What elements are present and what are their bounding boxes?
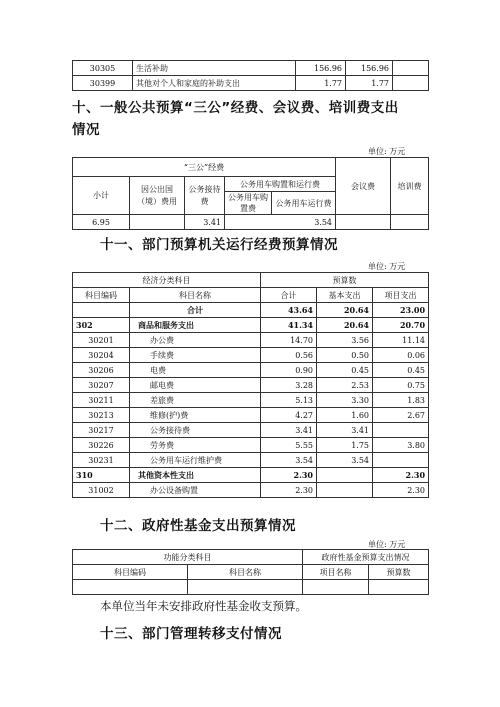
header-func: 功能分类科目 [73, 550, 303, 565]
row-project: 1.83 [373, 393, 429, 408]
row-code: 30305 [73, 61, 133, 76]
header-total: 合计 [261, 288, 317, 303]
value-vehicle-run: 3.54 [225, 215, 336, 230]
table-row [73, 303, 429, 318]
header-training: 培训费 [391, 158, 429, 215]
header-sangong: “三公”经费 [73, 158, 336, 177]
section11-title: 十一、部门预算机关运行经费预算情况 [100, 237, 338, 253]
row-basic: 3.41 [317, 423, 373, 438]
header-amount: 预算数 [369, 565, 429, 580]
value-meeting [336, 215, 391, 230]
row-project: 0.75 [373, 378, 429, 393]
table-row [73, 378, 429, 393]
row-name: 合计 [130, 303, 261, 318]
operating-fund-rows [73, 303, 429, 498]
row-name: 其他资本性支出 [130, 468, 261, 483]
header-proj-name: 项目名称 [303, 565, 369, 580]
row-total: 2.30 [261, 483, 317, 498]
table-row [73, 318, 429, 333]
row-name: 维修(护)费 [130, 408, 261, 423]
table-row [73, 215, 429, 230]
row-total: 2.30 [261, 468, 317, 483]
row-name: 办公设备购置 [130, 483, 261, 498]
row-total: 5.13 [261, 393, 317, 408]
row-code: 30217 [73, 423, 130, 438]
row-code: 310 [73, 468, 130, 483]
table-row [73, 438, 429, 453]
row-name: 劳务费 [130, 438, 261, 453]
header-project: 项目支出 [373, 288, 429, 303]
header-basic: 基本支出 [317, 288, 373, 303]
row-code: 30201 [73, 333, 130, 348]
top-table [72, 60, 429, 91]
row-value: 156.96 [346, 61, 393, 76]
row-basic: 20.64 [317, 303, 373, 318]
table-row [73, 483, 429, 498]
row-total: 0.56 [261, 348, 317, 363]
row-total: 41.34 [261, 318, 317, 333]
row-project: 3.80 [373, 438, 429, 453]
row-basic: 1.75 [317, 438, 373, 453]
header-meeting: 会议费 [336, 158, 391, 215]
row-code [73, 303, 130, 318]
row-code: 30204 [73, 348, 130, 363]
row-name: 办公费 [130, 333, 261, 348]
row-total: 3.28 [261, 378, 317, 393]
row-basic: 0.50 [317, 348, 373, 363]
row-value: 1.77 [296, 76, 346, 91]
row-code: 302 [73, 318, 130, 333]
table-row [73, 61, 429, 76]
header-vehicle-group: 公务用车购置和运行费 [225, 177, 336, 192]
row-project: 0.45 [373, 363, 429, 378]
row-project: 2.30 [373, 483, 429, 498]
section12-title: 十二、政府性基金支出预算情况 [100, 518, 296, 534]
row-project: 11.14 [373, 333, 429, 348]
row-total: 3.54 [261, 453, 317, 468]
row-basic: 3.30 [317, 393, 373, 408]
section11-unit: 单位: 万元 [368, 262, 406, 271]
row-total: 4.27 [261, 408, 317, 423]
table-row [73, 348, 429, 363]
table-row [73, 468, 429, 483]
row-value [393, 76, 429, 91]
row-code: 30213 [73, 408, 130, 423]
operating-fund-table [72, 272, 429, 498]
table-row [73, 393, 429, 408]
header-reception: 公务接待费 [185, 177, 225, 215]
section12-note: 本单位当年未安排政府性基金收支预算。 [100, 599, 307, 613]
row-value: 156.96 [296, 61, 346, 76]
header-name: 科目名称 [188, 565, 303, 580]
value-subtotal: 6.95 [73, 215, 130, 230]
row-basic [317, 468, 373, 483]
row-basic: 20.64 [317, 318, 373, 333]
header-fund: 政府性基金预算支出情况 [303, 550, 429, 565]
value-training [391, 215, 429, 230]
row-project [373, 423, 429, 438]
row-project: 2.30 [373, 468, 429, 483]
table-row [73, 453, 429, 468]
row-total: 0.90 [261, 363, 317, 378]
section13-title: 十三、部门管理转移支付情况 [100, 626, 282, 642]
header-budget: 预算数 [261, 273, 429, 288]
section10-heading [72, 99, 432, 139]
section10-title-line2: 情况 [72, 122, 100, 138]
header-code: 科目编码 [73, 565, 188, 580]
row-total: 5.55 [261, 438, 317, 453]
row-value [393, 61, 429, 76]
row-basic: 0.45 [317, 363, 373, 378]
row-name: 生活补助 [133, 61, 296, 76]
row-name: 差旅费 [130, 393, 261, 408]
row-project: 2.67 [373, 408, 429, 423]
row-code: 30399 [73, 76, 133, 91]
section10-title-line1: 十、一般公共预算“三公”经费、会议费、培训费支出 [72, 100, 399, 116]
value-abroad [130, 215, 185, 230]
row-code: 30226 [73, 438, 130, 453]
row-code: 30206 [73, 363, 130, 378]
row-value: 1.77 [346, 76, 393, 91]
table-row [73, 363, 429, 378]
row-basic: 1.60 [317, 408, 373, 423]
row-basic: 3.56 [317, 333, 373, 348]
header-vehicle-buy: 公务用车购置费 [225, 192, 272, 215]
header-abroad: 因公出国（境）费用 [130, 177, 185, 215]
header-name: 科目名称 [130, 288, 261, 303]
table-row [73, 580, 429, 595]
row-basic: 2.53 [317, 378, 373, 393]
row-name: 公务接待费 [130, 423, 261, 438]
header-vehicle-run: 公务用车运行费 [272, 192, 336, 215]
row-code: 30207 [73, 378, 130, 393]
row-project: 0.06 [373, 348, 429, 363]
header-subtotal: 小计 [73, 177, 130, 215]
row-name: 其他对个人和家庭的补助支出 [133, 76, 296, 91]
row-code: 30211 [73, 393, 130, 408]
row-basic [317, 483, 373, 498]
row-name: 电费 [130, 363, 261, 378]
section12-unit: 单位: 万元 [368, 540, 406, 549]
row-total: 43.64 [261, 303, 317, 318]
row-code: 31002 [73, 483, 130, 498]
sangong-table [72, 157, 429, 230]
section10-unit: 单位: 万元 [368, 147, 406, 156]
row-name: 公务用车运行维护费 [130, 453, 261, 468]
table-row [73, 408, 429, 423]
row-project: 23.00 [373, 303, 429, 318]
row-total: 3.41 [261, 423, 317, 438]
table-row [73, 333, 429, 348]
row-project: 20.70 [373, 318, 429, 333]
row-basic: 3.54 [317, 453, 373, 468]
row-name: 邮电费 [130, 378, 261, 393]
row-name: 手续费 [130, 348, 261, 363]
header-econ: 经济分类科目 [73, 273, 261, 288]
gov-fund-table [72, 549, 429, 595]
table-row [73, 423, 429, 438]
table-row [73, 76, 429, 91]
row-total: 14.70 [261, 333, 317, 348]
value-reception: 3.41 [185, 215, 225, 230]
row-project [373, 453, 429, 468]
row-code: 30231 [73, 453, 130, 468]
row-name: 商品和服务支出 [130, 318, 261, 333]
header-code: 科目编码 [73, 288, 130, 303]
